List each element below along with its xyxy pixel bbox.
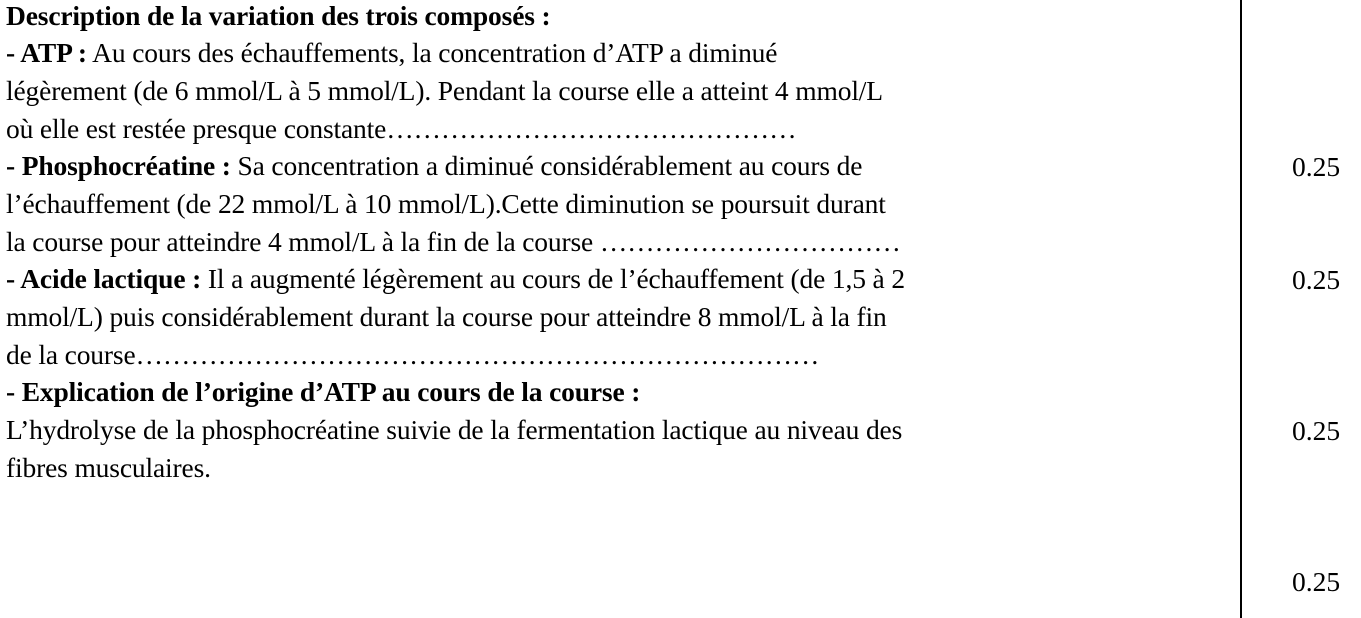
atp-text-1: Au cours des échauffements, la concentration d’ATP a diminué <box>86 37 778 68</box>
score-lactic-acid: 0.25 <box>1292 415 1341 446</box>
section-heading: Description de la variation des trois composés : <box>6 0 551 31</box>
score-atp: 0.25 <box>1292 151 1341 182</box>
explanation-heading: - Explication de l’origine d’ATP au cours de la course : <box>6 376 641 407</box>
explanation-line-2: fibres musculaires. <box>6 452 211 483</box>
lactic-acid-text-1: Il a augmenté légèrement au cours de l’échauffement (de 1,5 à 2 <box>201 263 905 294</box>
phosphocreatine-line-2: l’échauffement (de 22 mmol/L à 10 mmol/L).Cette diminution se poursuit durant <box>6 188 886 219</box>
explanation-line-1: L’hydrolyse de la phosphocréatine suivie de la fermentation lactique au niveau des <box>6 414 903 445</box>
lactic-acid-line-1 <box>6 260 905 298</box>
score-phosphocreatine: 0.25 <box>1292 264 1341 295</box>
lactic-acid-label: - Acide lactique : <box>6 263 202 294</box>
lactic-acid-line-2: mmol/L) puis considérablement durant la course pour atteindre 8 mmol/L à la fin <box>6 301 887 332</box>
atp-label: - ATP : <box>6 37 87 68</box>
phosphocreatine-text-1: Sa concentration a diminué considérablement au cours de <box>230 150 863 181</box>
atp-line-3: où elle est restée presque constante……………………………………… <box>6 113 797 144</box>
lactic-acid-line-3: de la course………………………………………………………………… <box>6 339 820 370</box>
phosphocreatine-line-3: la course pour atteindre 4 mmol/L à la fin de la course …………………………… <box>6 226 901 257</box>
phosphocreatine-label: - Phosphocréatine : <box>6 150 231 181</box>
score-column-divider <box>1240 0 1242 618</box>
atp-line-1 <box>6 34 777 72</box>
score-explanation: 0.25 <box>1292 566 1341 597</box>
phosphocreatine-line-1 <box>6 147 862 185</box>
atp-line-2: légèrement (de 6 mmol/L à 5 mmol/L). Pendant la course elle a atteint 4 mmol/L <box>6 75 883 106</box>
